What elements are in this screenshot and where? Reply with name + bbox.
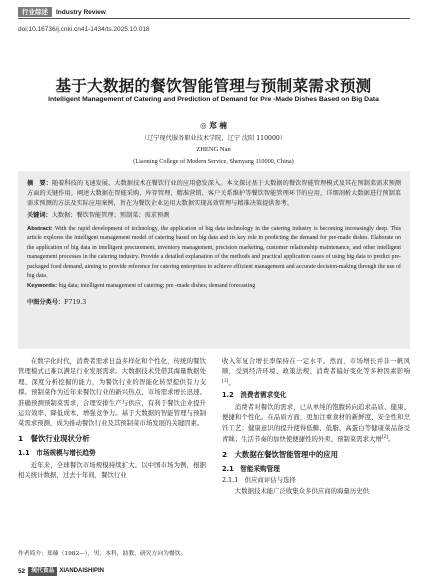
page-footer [18, 566, 104, 576]
clc-number [27, 297, 401, 306]
affiliation-en: (Liaoning College of Modern Service, Shenyang 110000, China) [133, 158, 294, 165]
heading-section-1: 1 餐饮行业现状分析 [18, 433, 90, 443]
citation-1[interactable]: [1] [222, 378, 229, 384]
abstract-cn [27, 179, 401, 209]
heading-section-2: 2 大数据在餐饮智能管理中的应用 [222, 449, 339, 459]
citation-2[interactable]: [2] [381, 434, 389, 440]
abstract-box [18, 171, 410, 349]
abstract-en-text: With the rapid development of technology, the application of big data technology in the catering industry is becoming increasingly deep. This article explores the intelligent management model of catering based on big data and its key role in predicting the demand for pre-made dishes. Elaborate on the application of big data in intelligent procurement, inventory management, precision marketing, customer relationship maintenance, and other intelligent management processes in the catering industry. Provide a detailed explanation of the methods and practical application cases of using big data to predict pre-packaged food demand, aiming to provide reference for catering enterprises to achieve efficient management and accurate decision-making through the use of big data. [27, 226, 401, 280]
keywords-en [27, 282, 401, 291]
keywords-cn [27, 211, 401, 221]
section-tag-en: Industry Review [56, 8, 106, 16]
keywords-cn-text: 大数据；餐饮智能管理；预制菜；需求预测 [51, 212, 170, 219]
clc-text: F719.3 [64, 298, 87, 306]
affiliation-cn: （辽宁现代服务职业技术学院，辽宁 沈阳 110000） [140, 135, 287, 142]
paragraph-continued: 收入年复合增长率保持在一定水平。然而，市场增长并非一帆风顺，受到经济环境、政策法规、消费者偏好变化等多种因素影响[1]。 [222, 357, 410, 387]
keywords-en-text: big data; intelligent management of catering; pre -made dishes; demand forecasting [58, 283, 256, 290]
heading-section-2-1: 2.1 智能采购管理 [222, 464, 280, 473]
author-cn: ◎ 郑 楠 [200, 121, 227, 130]
doi[interactable]: doi:10.16736/j.cnki.cn41-1434/ts.2025.10.018 [18, 26, 150, 33]
author-en: ZHENG Nan [196, 146, 231, 153]
clc-label: 中图分类号： [27, 298, 65, 306]
keywords-cn-label: 关键词： [27, 212, 52, 219]
journal-name-cn: 现代食品 [28, 567, 57, 576]
header-rule [18, 18, 410, 19]
intro-paragraph: 在数字化时代，消费者需求日益多样化和个性化，传统的餐饮管理模式已难以满足行业发展需求。大数据技术凭借其海量数据处理、深度分析挖掘的能力，为餐饮行业的智能化转型提供有力支撑。预制菜作为近年来餐饮行业的新兴热点，市场需求增长迅速。准确预测预制菜需求，合理安排生产与供应，有利于餐饮企业提升运营效率、降低成本、增强竞争力。基于大数据的智能管理与预制菜需求预测，成为推动餐饮行业及其预制菜市场发展的关键因素。 [18, 357, 206, 428]
abstract-cn-label: 摘 要： [27, 180, 52, 187]
author-footnote: 作者简介：郑楠（1982—），男，本科，助教，研究方向为餐饮。 [18, 551, 187, 557]
heading-section-2-1-1: 2.1.1 供应商评估与选择 [222, 476, 296, 485]
heading-section-1-1: 1.1 市场规模与增长趋势 [18, 449, 96, 458]
abstract-en [27, 225, 401, 281]
paragraph-1-1: 近年来，全球餐饮市场规模持续扩大。以中国市场为例，根据相关统计数据，过去十年间，餐饮行业 [18, 460, 206, 480]
abstract-en-label: Abstract: [27, 226, 53, 232]
body-column-right [222, 356, 410, 496]
paragraph-1-2: 消费者对餐饮的需求，已从单纯的饱腹转向追求品质、健康、便捷和个性化。在品质方面，更加注重食材的新鲜度、安全性和烹饪工艺；健康意识的提升使得低糖、低脂、高蛋白等健康菜品备受青睐；生活节奏的加快使便捷性的外卖、预制菜需求大增[2]。 [222, 402, 410, 444]
heading-section-1-2: 1.2 消费者需求变化 [222, 391, 287, 400]
abstract-cn-text: 随着科技的飞速发展，大数据技术在餐饮行业的应用愈发深入。本文探讨基于大数据的餐饮智能管理模式及其在预制菜需求预测方面的关键作用。阐述大数据在智能采购、库存管理、精准营销、客户关系维护等餐饮智能管理环节的应用，详细剖析大数据进行预制菜需求预测的方法及实际应用案例，旨在为餐饮企业运用大数据实现高效管理与精准决策提供参考。 [27, 180, 401, 207]
journal-name-en: XIANDAISHIPIN [59, 568, 104, 574]
body-column-left [18, 356, 206, 480]
section-tag-cn: 行业综述 [18, 7, 52, 17]
section-header [18, 6, 410, 18]
paragraph-2-1-1: 大数据技术能广泛收集众多供应商的海量历史供 [234, 486, 369, 495]
title-en: Intelligent Management of Catering and Prediction of Demand for Pre -Made Dishes Based on Big Data [48, 96, 379, 103]
keywords-en-label: Keywords: [27, 283, 58, 290]
page-number: 52 [18, 567, 26, 575]
title-cn: 基于大数据的餐饮智能管理与预制菜需求预测 [55, 77, 372, 95]
